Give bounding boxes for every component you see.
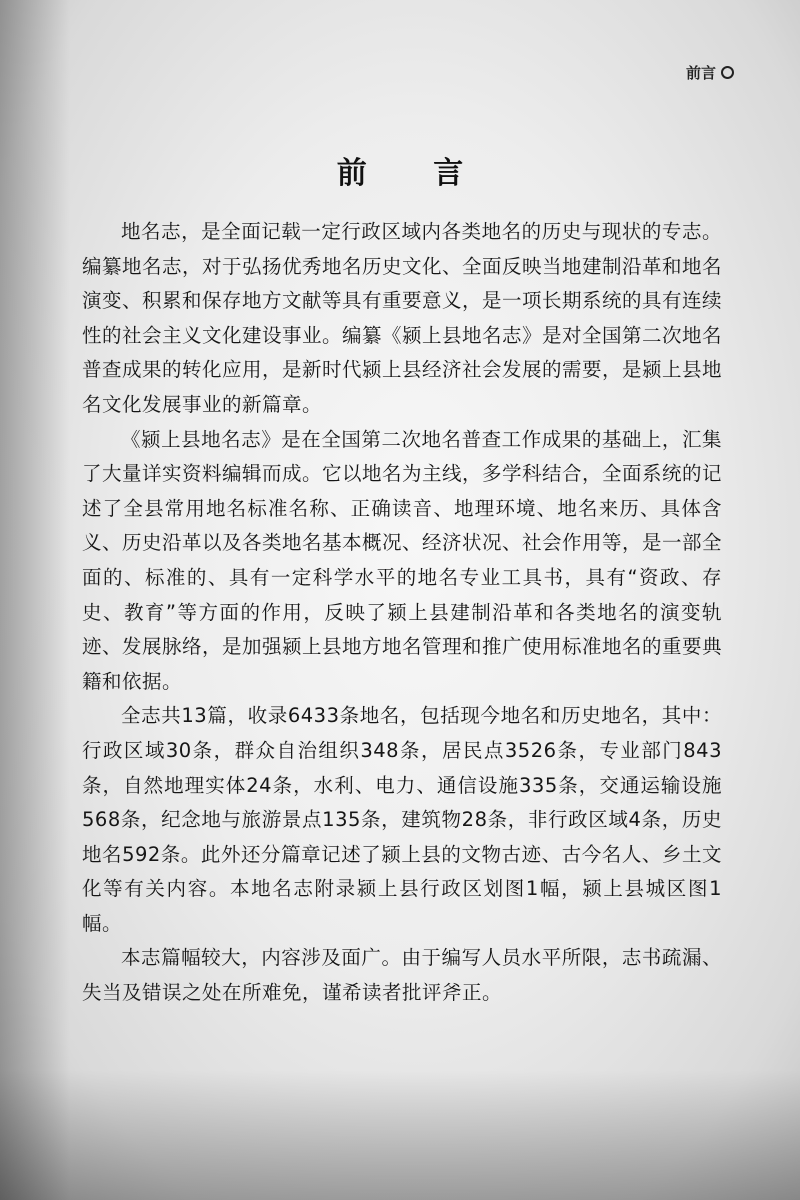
page-title: 前 言 [336,156,492,191]
paragraph: 《颍上县地名志》是在全国第二次地名普查工作成果的基础上，汇集了大量详实资料编辑而成。它以地名为主线，多学科结合，全面系统的记述了全县常用地名标准名称、正确读音、地理环境、地名来历、具体含义、历史沿革以及各类地名基本概况、经济状况、社会作用等，是一部全面的、标准的、具有一定科学水平的地名专业工具书，具有“资政、存史、教育”等方面的作用，反映了颍上县建制沿革和各类地名的演变轨迹、发展脉络，是加强颍上县地方地名管理和推广使用标准地名的重要典籍和依据。 [82,427,723,693]
running-header-label: 前言 [685,64,716,82]
paragraph: 地名志，是全面记载一定行政区域内各类地名的历史与现状的专志。编纂地名志，对于弘扬优秀地名历史文化、全面反映当地建制沿革和地名演变、积累和保存地方文献等具有重要意义，是一项长期系统的具有连续性的社会主义文化建设事业。编纂《颍上县地名志》是对全国第二次地名普查成果的转化应用，是新时代颍上县经济社会发展的需要，是颍上县地名文化发展事业的新篇章。 [82,220,723,416]
running-header [686,62,734,83]
preface-body [82,215,722,1011]
paragraph: 全志共13篇，收录6433条地名，包括现今地名和历史地名，其中：行政区域30条，群众自治组织348条，居民点3526条，专业部门843条，自然地理实体24条，水利、电力、通信设施335条，交通运输设施568条，纪念地与旅游景点135条，建筑物28条，非行政区域4条，历史地名592条。此外还分篇章记述了颍上县的文物古迹、古今名人、乡土文化等有关内容。本地名志附录颍上县行政区划图1幅，颍上县城区图1幅。 [82,704,722,935]
circle-bullet-icon [721,66,734,79]
paragraph: 本志篇幅较大，内容涉及面广。由于编写人员水平所限，志书疏漏、失当及错误之处在所难免，谨希读者批评斧正。 [82,946,722,1005]
page-shadow-bottom [0,1070,800,1200]
